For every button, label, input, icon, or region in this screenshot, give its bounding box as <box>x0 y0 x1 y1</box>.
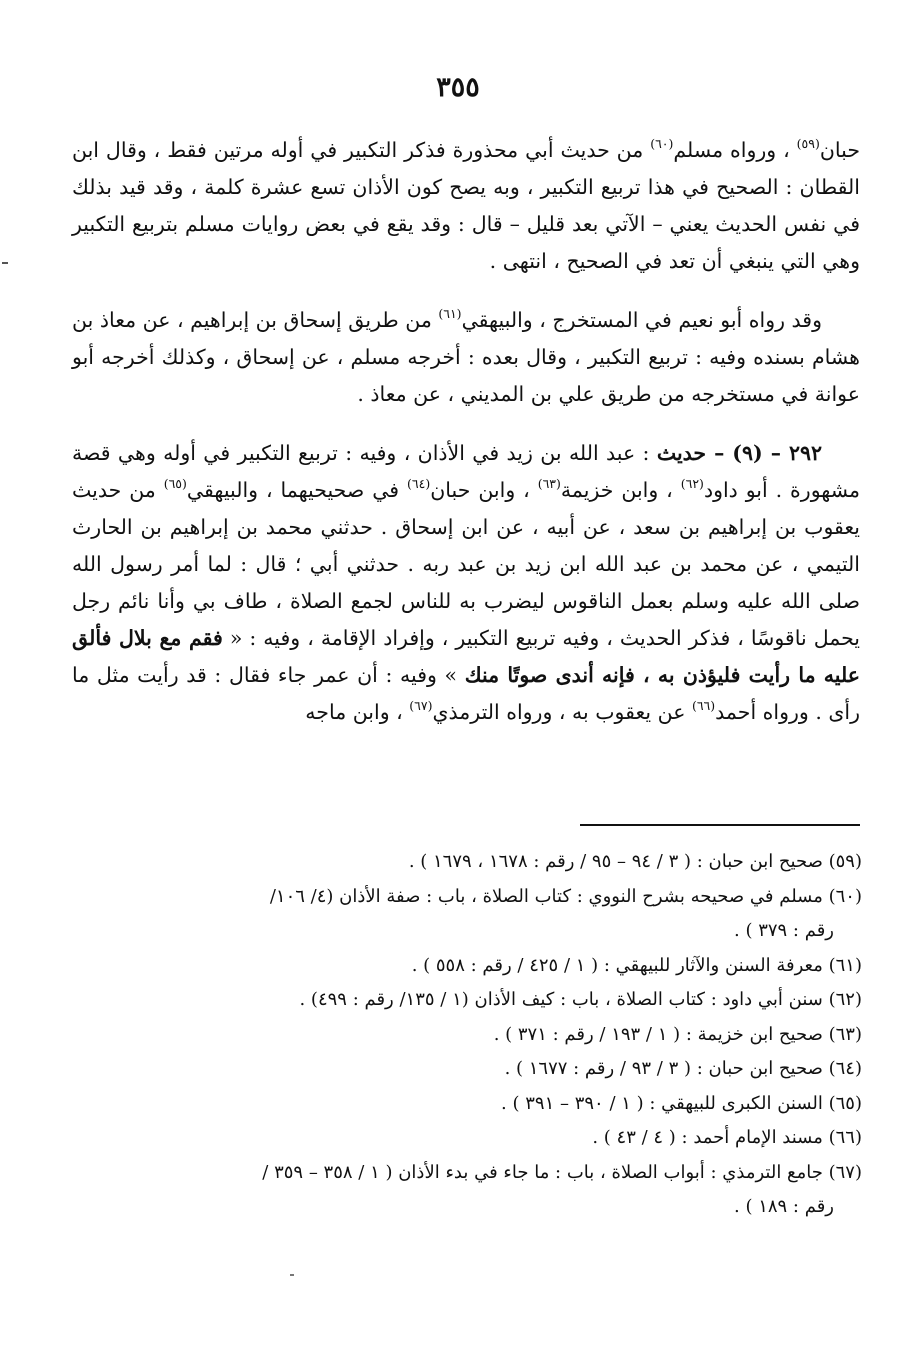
footnote-ref-59: (٥٩) <box>796 136 820 151</box>
scan-mark <box>2 262 8 264</box>
footnote-63 <box>72 1018 862 1053</box>
footnote-text: (٦٢) سنن أبي داود : كتاب الصلاة ، باب : كيف الأذان (١ / ١٣٥/ رقم : ٤٩٩) . <box>299 989 862 1010</box>
footnote-62 <box>72 983 862 1018</box>
footnote-65 <box>72 1087 862 1122</box>
hadith-heading: ٢٩٢ – (٩) – حديث <box>656 441 822 465</box>
footnote-text: (٦٣) صحيح ابن خزيمة : ( ١ / ١٩٣ / رقم : ٣٧١ ) . <box>493 1023 862 1045</box>
text-run: ، وابن حبان <box>430 478 538 502</box>
text-run: من حديث أبي محذورة فذكر التكبير في أوله مرتين فقط ، وقال ابن القطان : الصحيح في هذا تربيع التكبير ، وبه يصح كون الأذان تسع عشرة كلمة ، وقد قيد بذلك في نفس الحديث يعني – الآتي بعد قليل – قال : وقد يقع في بعض روايات مسلم بتربيع التكبير وهي التي ينبغي أن تعد في الصحيح ، انتهى . <box>72 138 860 273</box>
footnote-separator <box>580 824 860 826</box>
footnote-text: (٦١) معرفة السنن والآثار للبيهقي : ( ١ / ٤٢٥ / رقم : ٥٥٨ ) . <box>411 954 862 976</box>
footnote-continuation: رقم : ٣٧٩ ) . <box>734 920 834 941</box>
footnote-text: (٦٦) مسند الإمام أحمد : ( ٤ / ٤٣ ) . <box>592 1127 862 1148</box>
footnote-text: (٦٧) جامع الترمذي : أبواب الصلاة ، باب : ما جاء في بدء الأذان ( ١ / ٣٥٨ – ٣٥٩ / <box>262 1161 862 1183</box>
text-run: في صحيحيهما ، والبيهقي <box>186 478 408 502</box>
footnote-ref-66: (٦٦) <box>691 698 716 713</box>
text-run: ، ورواه مسلم <box>673 138 797 162</box>
footnote-text: (٥٩) صحيح ابن حبان : ( ٣ / ٩٤ – ٩٥ / رقم : ١٦٧٨ ، ١٦٧٩ ) . <box>408 851 862 872</box>
text-run: وقد رواه أبو نعيم في المستخرج ، والبيهقي <box>461 308 822 332</box>
footnote-ref-64: (٦٤) <box>407 476 431 491</box>
footnote-60 <box>72 880 862 949</box>
footnote-ref-63: (٦٣) <box>537 476 561 491</box>
footnote-text: (٦٥) السنن الكبرى للبيهقي : ( ١ / ٣٩٠ – ٣٩١ ) . <box>501 1092 862 1114</box>
footnotes <box>72 845 862 1225</box>
text-run: : عبد الله بن زيد في الأذان ، وفيه : تربيع التكبير في أوله وهي قصة مشهورة . أبو داود <box>72 441 861 502</box>
text-run: ، وابن ماجه <box>305 700 410 724</box>
text-run: ، وابن خزيمة <box>560 478 681 502</box>
text-run: عن يعقوب به ، ورواه الترمذي <box>432 700 692 724</box>
footnote-ref-62: (٦٢) <box>680 476 704 491</box>
footnote-ref-60: (٦٠) <box>650 136 674 151</box>
paragraph-2 <box>72 302 860 413</box>
footnote-67 <box>72 1156 862 1225</box>
text-run: من طريق إسحاق بن إبراهيم ، عن معاذ بن هشام بسنده وفيه : تربيع التكبير ، وقال بعده : أخرجه مسلم ، عن إسحاق ، وكذلك أخرجه أبو عوانة في مستخرجه من طريق علي بن المديني ، عن معاذ . <box>72 308 860 406</box>
footnote-64 <box>72 1052 862 1087</box>
footnote-ref-65: (٦٥) <box>163 476 187 491</box>
footnote-66 <box>72 1121 862 1156</box>
paragraph-1 <box>72 132 860 280</box>
footnote-continuation: رقم : ١٨٩ ) . <box>734 1196 834 1217</box>
footnote-59 <box>72 845 862 880</box>
text-run: من حديث يعقوب بن إبراهيم بن سعد ، عن أبيه ، عن ابن إسحاق . حدثني محمد بن إبراهيم بن الحارث التيمي ، عن محمد بن عبد الله ابن زيد بن عبد ربه . حدثني أبي ؛ قال : لما أمر رسول الله صلى الله عليه وسلم بعمل الناقوس ليضرب به للناس لجمع الصلاة ، طاف بي وأنا نائم رجل يحمل ناقوسًا ، فذكر الحديث ، وفيه تربيع التكبير ، وإفراد الإقامة ، وفيه : « <box>72 478 861 650</box>
text-run: حبان <box>819 138 861 162</box>
footnote-61 <box>72 949 862 984</box>
scan-mark <box>290 1274 294 1276</box>
paragraph-3 <box>72 435 860 731</box>
text-run: » وفيه : أن عمر جاء فقال : قد رأيت مثل ما رأى . ورواه أحمد <box>72 663 860 724</box>
hadith-quote: فقم مع بلال فألق عليه ما رأيت فليؤذن به ، فإنه أندى صوتًا منك <box>72 626 860 687</box>
footnote-text: (٦٤) صحيح ابن حبان : ( ٣ / ٩٣ / رقم : ١٦٧٧ ) . <box>504 1058 862 1079</box>
footnote-text: (٦٠) مسلم في صحيحه بشرح النووي : كتاب الصلاة ، باب : صفة الأذان (٤/ ١٠٦/ <box>269 885 862 907</box>
footnote-ref-67: (٦٧) <box>409 698 433 713</box>
main-text <box>72 132 860 753</box>
footnote-ref-61: (٦١) <box>438 306 462 321</box>
page-number: ٣٥٥ <box>436 72 480 103</box>
